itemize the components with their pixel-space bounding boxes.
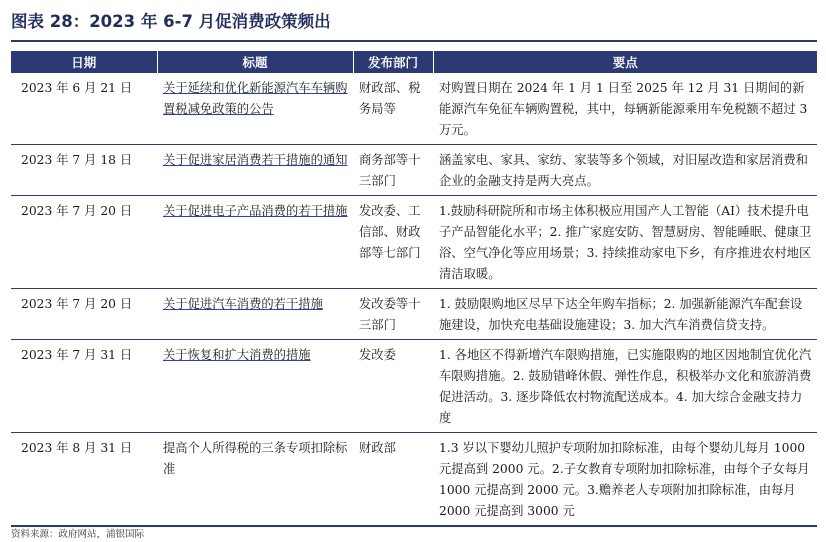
row-dept: 财政部、税务局等 <box>353 73 433 145</box>
row-dept: 财政部 <box>353 433 433 527</box>
row-points: 1. 鼓励限购地区尽早下达全年购车指标；2. 加强新能源汽车配套设施建设，加快充电基础设施建设；3. 加大汽车消费信贷支持。 <box>433 289 817 340</box>
policy-title-link[interactable]: 关于促进电子产品消费的若干措施 <box>163 204 348 218</box>
header-points: 要点 <box>433 51 817 73</box>
row-dept: 发改委等十三部门 <box>353 289 433 340</box>
row-points: 1. 各地区不得新增汽车限购措施，已实施限购的地区因地制宜优化汽车限购措施。2. 鼓励错峰休假、弹性作息，积极举办文化和旅游消费促进活动。3. 逐步降低农村物流配送成本。4. 加大综合金融支持力度 <box>433 340 817 433</box>
table-row <box>11 289 817 340</box>
title-divider <box>11 40 817 42</box>
policy-title-link[interactable]: 关于促进家居消费若干措施的通知 <box>163 153 348 167</box>
table-row <box>11 340 817 433</box>
table-row <box>11 73 817 145</box>
table-row <box>11 145 817 196</box>
row-date: 2023 年 8 月 31 日 <box>11 433 157 527</box>
policy-title-link[interactable]: 关于恢复和扩大消费的措施 <box>163 348 311 362</box>
table-row <box>11 433 817 527</box>
policy-title: 提高个人所得税的三条专项扣除标准 <box>163 441 348 476</box>
policy-title-link[interactable]: 关于促进汽车消费的若干措施 <box>163 297 323 311</box>
row-date: 2023 年 7 月 18 日 <box>11 145 157 196</box>
row-points: 1.鼓励科研院所和市场主体积极应用国产人工智能（AI）技术提升电子产品智能化水平；2. 推广家庭安防、智慧厨房、智能睡眠、健康卫浴、空气净化等应用场景；3. 持续推动家电下乡，有序推进农村地区清洁取暖。 <box>433 196 817 289</box>
row-date: 2023 年 6 月 21 日 <box>11 73 157 145</box>
table-header-row <box>11 51 817 73</box>
row-date: 2023 年 7 月 20 日 <box>11 196 157 289</box>
row-points: 1.3 岁以下婴幼儿照护专项附加扣除标准，由每个婴幼儿每月 1000 元提高到 2000 元。2.子女教育专项附加扣除标准，由每个子女每月 1000 元提高到 2000 元。3.赡养老人专项附加扣除标准，由每月 2000 元提高到 3000 元 <box>433 433 817 527</box>
row-dept: 商务部等十三部门 <box>353 145 433 196</box>
header-title: 标题 <box>157 51 353 73</box>
row-date: 2023 年 7 月 31 日 <box>11 340 157 433</box>
row-points: 涵盖家电、家具、家纺、家装等多个领域，对旧屋改造和家居消费和企业的金融支持是两大亮点。 <box>433 145 817 196</box>
row-date: 2023 年 7 月 20 日 <box>11 289 157 340</box>
row-points: 对购置日期在 2024 年 1 月 1 日至 2025 年 12 月 31 日期间的新能源汽车免征车辆购置税，其中，每辆新能源乘用车免税额不超过 3 万元。 <box>433 73 817 145</box>
row-dept: 发改委、工信部、财政部等七部门 <box>353 196 433 289</box>
source-note: 资料来源：政府网站，浦银国际 <box>11 529 145 540</box>
table-row <box>11 196 817 289</box>
policy-title-link[interactable]: 关于延续和优化新能源汽车车辆购置税减免政策的公告 <box>163 81 348 116</box>
policy-table <box>11 51 817 527</box>
row-dept: 发改委 <box>353 340 433 433</box>
header-date: 日期 <box>11 51 157 73</box>
header-dept: 发布部门 <box>353 51 433 73</box>
figure-title: 图表 28：2023 年 6-7 月促消费政策频出 <box>11 12 331 31</box>
